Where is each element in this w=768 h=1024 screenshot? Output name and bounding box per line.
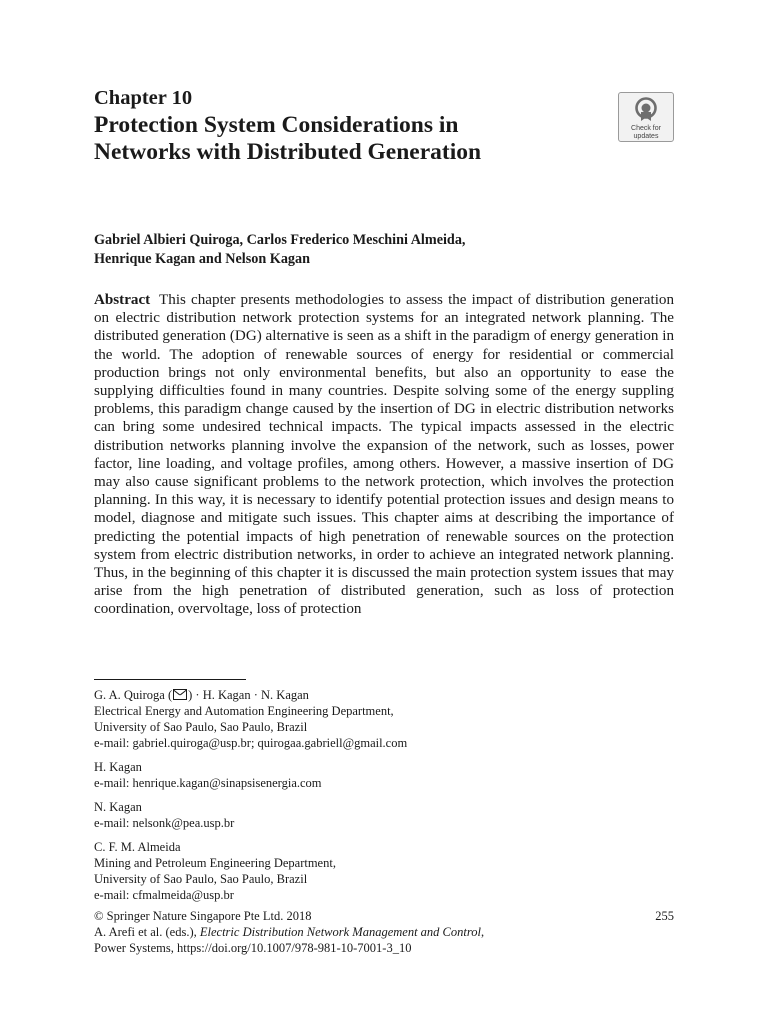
author-name-quiroga: G. A. Quiroga ( [94,688,173,702]
affiliation-block-almeida [94,839,674,903]
affiliation-email[interactable]: e-mail: henrique.kagan@sinapsisenergia.com [94,776,322,790]
envelope-icon[interactable] [173,689,187,700]
abstract-text: This chapter presents methodologies to assess the impact of distribution generation on electric distribution network protection systems for an integrated network planning. The distributed generation (DG) alternative is seen as a shift in the paradigm of energy generation in the world. The adoption of renewable sources of energy for residential or commercial production brings not only environmental benefits, but also an opportunity to ease the supplying difficulties found in many countries. Despite solving some of the energy suppling problems, this paradigm change caused by the insertion of DG in electric distribution networks can bring some undesired technical impacts. The typical impacts assessed in the electric distribution networks planning involve the expansion of the network, such as losses, power factor, line loading, and voltage profiles, among others. However, a massive insertion of DG may also cause significant problems to the network protection, which involves the protection planning. In this way, it is necessary to identify potential protection issues and design means to model, diagnose and mitigate such issues. This chapter aims at describing the importance of predicting the potential impacts of high penetration of renewable sources on the protection system from electric distribution networks, in order to achieve an integrated network planning. Thus, in the beginning of this chapter it is discussed the main protection system issues that may arise from the high penetration of distributed generation, such as loss of protection coordination, overvoltage, loss of protection [94,292,674,618]
badge-line-2: updates [633,132,659,140]
series-doi-line[interactable]: Power Systems, https://doi.org/10.1007/978-981-10-7001-3_10 [94,941,412,955]
chapter-title: Protection System Considerations in Networks with Distributed Generation [94,112,482,165]
affiliation-block-n-kagan [94,799,674,831]
affiliation-name: H. Kagan [94,760,142,774]
page-content [94,86,674,955]
check-for-updates-icon [634,97,658,124]
book-title: Electric Distribution Network Management and Control [199,925,481,939]
abstract-label: Abstract [94,292,151,308]
affiliation-name: C. F. M. Almeida [94,840,181,854]
editors-suffix: , [481,925,485,939]
affiliation-block-quiroga [94,687,674,751]
copyright-line: © Springer Nature Singapore Pte Ltd. 2018 [94,909,312,923]
affiliation-email[interactable]: e-mail: nelsonk@pea.usp.br [94,816,235,830]
author-list [94,231,674,269]
affiliation-department: Electrical Energy and Automation Engineering Department, [94,704,394,718]
affiliation-department: Mining and Petroleum Engineering Department, [94,856,336,870]
citation-line [94,924,674,940]
affiliation-names [94,687,674,703]
affiliation-name: N. Kagan [94,800,142,814]
abstract [94,291,674,619]
author-line-1: Gabriel Albieri Quiroga, Carlos Frederico Meschini Almeida, [94,232,466,248]
chapter-label: Chapter 10 [94,87,193,109]
page-number: 255 [655,909,674,923]
affiliation-block-h-kagan [94,759,674,791]
coauthor-names: ) · H. Kagan · N. Kagan [188,688,309,702]
badge-line-1: Check for [631,125,661,132]
footnote-divider [94,679,246,680]
affiliation-university: University of Sao Paulo, Sao Paulo, Brazil [94,720,308,734]
colophon [94,908,674,956]
check-for-updates-badge[interactable] [618,92,674,142]
editors: A. Arefi et al. (eds.), [94,925,200,939]
affiliation-footnotes [94,687,674,911]
author-line-2: Henrique Kagan and Nelson Kagan [94,251,311,267]
affiliation-email[interactable]: e-mail: cfmalmeida@usp.br [94,888,234,902]
badge-label [619,125,673,140]
affiliation-email[interactable]: e-mail: gabriel.quiroga@usp.br; quirogaa.gabriell@gmail.com [94,736,408,750]
affiliation-university: University of Sao Paulo, Sao Paulo, Brazil [94,872,308,886]
